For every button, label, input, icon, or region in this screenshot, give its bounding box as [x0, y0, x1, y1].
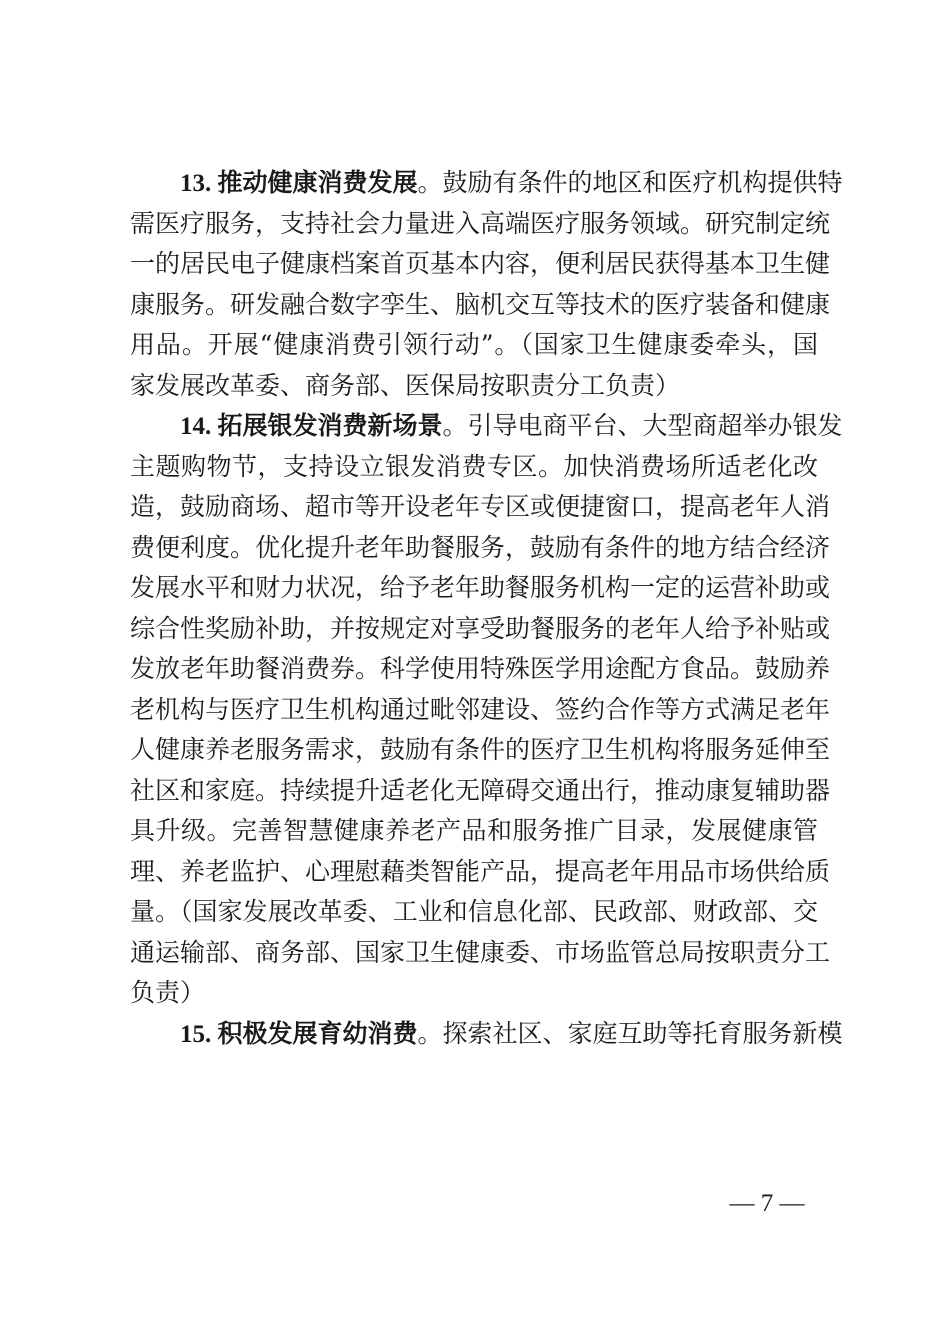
- body-text: 。探索社区、家庭互助等托育服务新模: [417, 1019, 843, 1048]
- body-text: 负责）: [130, 978, 206, 1007]
- text-line: [130, 811, 818, 851]
- text-line: [130, 528, 831, 568]
- body-text: 费便利度。优化提升老年助餐服务，鼓励有条件的地方结合经济: [130, 533, 831, 562]
- body-text: 主题购物节，支持设立银发消费专区。加快消费场所适老化改: [130, 452, 818, 481]
- text-line: [130, 690, 831, 730]
- text-line: [130, 285, 831, 325]
- body-text: 。引导电商平台、大型商超举办银发: [442, 411, 843, 440]
- body-text: 发展水平和财力状况，给予老年助餐服务机构一定的运营补助或: [130, 573, 831, 602]
- text-line: [130, 771, 831, 811]
- text-line: [130, 487, 831, 527]
- body-text: 理、养老监护、心理慰藉类智能产品，提高老年用品市场供给质: [130, 857, 831, 886]
- body-text: 发放老年助餐消费券。科学使用特殊医学用途配方食品。鼓励养: [130, 654, 831, 683]
- text-line: [130, 204, 831, 244]
- heading-text: 拓展银发消费新场景: [217, 411, 443, 440]
- body-text: 。鼓励有条件的地区和医疗机构提供特: [417, 168, 843, 197]
- text-line: [130, 568, 831, 608]
- text-line: [130, 325, 818, 365]
- text-line: [130, 447, 818, 487]
- text-line: [130, 609, 831, 649]
- body-text: 量。（国家发展改革委、工业和信息化部、民政部、财政部、交: [130, 897, 818, 926]
- text-line: [130, 933, 831, 973]
- text-line: [130, 852, 831, 892]
- body-text: 人健康养老服务需求，鼓励有条件的医疗卫生机构将服务延伸至: [130, 735, 831, 764]
- text-line: [130, 244, 831, 284]
- body-text: 社区和家庭。持续提升适老化无障碍交通出行，推动康复辅助器: [130, 776, 831, 805]
- text-line: [130, 730, 831, 770]
- text-line: [130, 366, 818, 406]
- body-text: 一的居民电子健康档案首页基本内容，便利居民获得基本卫生健: [130, 249, 831, 278]
- body-text: 需医疗服务，支持社会力量进入高端医疗服务领域。研究制定统: [130, 209, 831, 238]
- body-text: 通运输部、商务部、国家卫生健康委、市场监管总局按职责分工: [130, 938, 831, 967]
- heading-text: 14.: [180, 413, 218, 440]
- body-text: 家发展改革委、商务部、医保局按职责分工负责）: [130, 371, 681, 400]
- text-line: [130, 973, 818, 1013]
- body-text: 用品。开展“健康消费引领行动”。（国家卫生健康委牵头，国: [130, 330, 818, 359]
- body-text: 康服务。研发融合数字孪生、脑机交互等技术的医疗装备和健康: [130, 290, 831, 319]
- text-line: [130, 892, 818, 932]
- body-text: 造，鼓励商场、超市等开设老年专区或便捷窗口，提高老年人消: [130, 492, 831, 521]
- text-line: [180, 406, 843, 446]
- heading-text: 推动健康消费发展: [217, 168, 418, 197]
- body-text: 综合性奖励补助，并按规定对享受助餐服务的老年人给予补贴或: [130, 614, 831, 643]
- heading-text: 15.: [180, 1021, 218, 1048]
- text-line: [130, 649, 831, 689]
- body-text: 老机构与医疗卫生机构通过毗邻建设、签约合作等方式满足老年: [130, 695, 831, 724]
- page-number: — 7 —: [729, 1190, 805, 1217]
- text-line: [180, 163, 843, 203]
- text-line: [180, 1014, 843, 1054]
- heading-text: 积极发展育幼消费: [217, 1019, 418, 1048]
- heading-text: 13.: [180, 170, 218, 197]
- body-text: 具升级。完善智慧健康养老产品和服务推广目录，发展健康管: [130, 816, 818, 845]
